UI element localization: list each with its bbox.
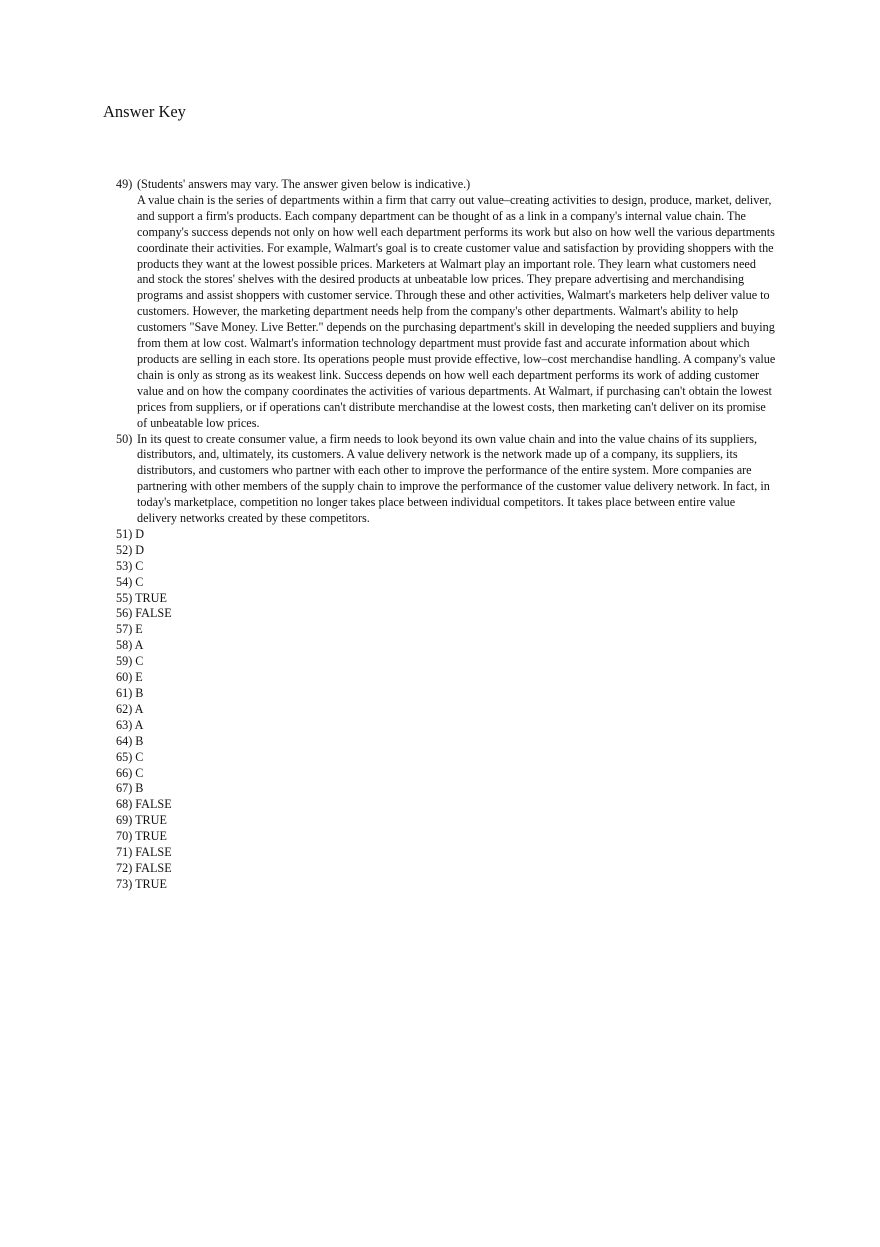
answer-value: C [135, 749, 144, 764]
answer-number: 72) [116, 860, 133, 875]
answer-number: 53) [116, 558, 133, 573]
answer-number: 73) [116, 876, 133, 891]
answer-number: 61) [116, 686, 133, 700]
short-answer-row [116, 702, 776, 718]
answer-number: 67) [116, 781, 133, 796]
short-answer-row [116, 654, 776, 670]
short-answer-list [116, 527, 776, 893]
short-answer-row [116, 543, 776, 559]
answer-value: D [135, 542, 145, 557]
answer-value: FALSE [135, 797, 172, 812]
answer-number: 64) [116, 733, 133, 748]
answer-text: In its quest to create consumer value, a firm needs to look beyond its own value chain and into the value chains of its suppliers, distributors, and, ultimately, its customers. A value delivery network is the network made up of a company, its suppliers, its distributors, and customers who partner with each other to improve the performance of the entire system. More companies are partnering with other members of the supply chain to improve the performance of the customer value delivery network. In fact, in today's marketplace, competition no longer takes place between individual competitors. It takes place between entire value delivery networks created by these competitors. [137, 431, 770, 526]
answer-number: 55) [116, 590, 133, 605]
short-answer-row [116, 813, 776, 829]
answer-number: 70) [116, 829, 133, 844]
short-answer-row [116, 829, 776, 845]
answer-value: TRUE [135, 876, 167, 891]
essay-answer-49 [116, 177, 776, 432]
short-answer-row [116, 686, 776, 702]
answer-value: E [135, 670, 143, 685]
short-answer-row [116, 766, 776, 782]
short-answer-row [116, 527, 776, 543]
answer-number: 49) [116, 177, 133, 191]
answer-number: 59) [116, 654, 133, 669]
answer-value: A [134, 638, 144, 653]
answer-value: B [135, 733, 144, 748]
short-answer-row [116, 861, 776, 877]
answer-number: 69) [116, 813, 133, 828]
answer-number: 62) [116, 701, 133, 716]
answer-value: C [135, 654, 144, 669]
answer-value: TRUE [135, 829, 167, 844]
answer-number: 57) [116, 622, 133, 637]
answer-value: A [134, 701, 144, 716]
short-answer-row [116, 670, 776, 686]
answer-value: B [135, 781, 144, 796]
short-answer-row [116, 845, 776, 861]
short-answer-row [116, 797, 776, 813]
answer-number: 71) [116, 845, 133, 860]
answer-value: B [135, 686, 144, 700]
answer-value: D [135, 526, 145, 541]
answer-value: C [135, 765, 144, 780]
answer-number: 54) [116, 574, 133, 589]
answer-number: 50) [116, 431, 133, 446]
short-answer-row [116, 591, 776, 607]
answer-number: 66) [116, 765, 133, 780]
short-answer-row [116, 750, 776, 766]
short-answer-row [116, 781, 776, 797]
answer-number: 56) [116, 606, 133, 621]
answer-list [116, 177, 776, 893]
answer-value: FALSE [135, 860, 172, 875]
answer-number: 68) [116, 797, 133, 812]
answer-number: 58) [116, 638, 133, 653]
short-answer-row [116, 877, 776, 893]
short-answer-row [116, 559, 776, 575]
short-answer-row [116, 718, 776, 734]
answer-value: A [134, 717, 144, 732]
answer-value: TRUE [135, 590, 167, 605]
answer-value: C [135, 558, 144, 573]
answer-number: 51) [116, 526, 133, 541]
page-title: Answer Key [103, 102, 186, 121]
answer-number: 65) [116, 749, 133, 764]
short-answer-row [116, 622, 776, 638]
short-answer-row [116, 606, 776, 622]
answer-number: 60) [116, 670, 133, 685]
answer-value: E [135, 622, 143, 637]
short-answer-row [116, 734, 776, 750]
answer-number: 63) [116, 717, 133, 732]
short-answer-row [116, 638, 776, 654]
answer-value: FALSE [135, 845, 172, 860]
answer-value: FALSE [135, 606, 172, 621]
answer-text: A value chain is the series of departments within a firm that carry out value–creating activities to design, produce, market, deliver, and support a firm's products. Each company department can be thought of as a link in a company's internal value chain. The company's success depends not only on how well each department performs its work but also on how well the various departments coordinate their activities. For example, Walmart's goal is to create customer value and satisfaction by providing shoppers with the products they want at the lowest possible prices. Marketers at Walmart play an important role. They learn what customers need and stock the stores' shelves with the desired products at unbeatable low prices. They prepare advertising and merchandising programs and assist shoppers with customer service. Through these and other activities, Walmart's marketers help deliver value to customers. However, the marketing department needs help from the company's other departments. Walmart's ability to help customers "Save Money. Live Better." depends on the purchasing department's skill in developing the needed suppliers and buying from them at low cost. Walmart's information technology department must provide fast and accurate information about which products are selling in each store. Its operations people must provide effective, low–cost merchandise handling. A company's value chain is only as strong as its weakest link. Success depends on how well each department performs its work of adding customer value and on how the company coordinates the activities of various departments. At Walmart, if purchasing can't obtain the lowest prices from suppliers, or if operations can't distribute merchandise at the lowest costs, then marketing can't deliver on its promise of unbeatable low prices. [137, 192, 776, 430]
answer-number: 52) [116, 542, 133, 557]
answer-value: TRUE [135, 813, 167, 828]
short-answer-row [116, 575, 776, 591]
answer-value: C [135, 574, 144, 589]
essay-answer-50 [116, 432, 776, 527]
answer-note: (Students' answers may vary. The answer given below is indicative.) [137, 177, 471, 191]
